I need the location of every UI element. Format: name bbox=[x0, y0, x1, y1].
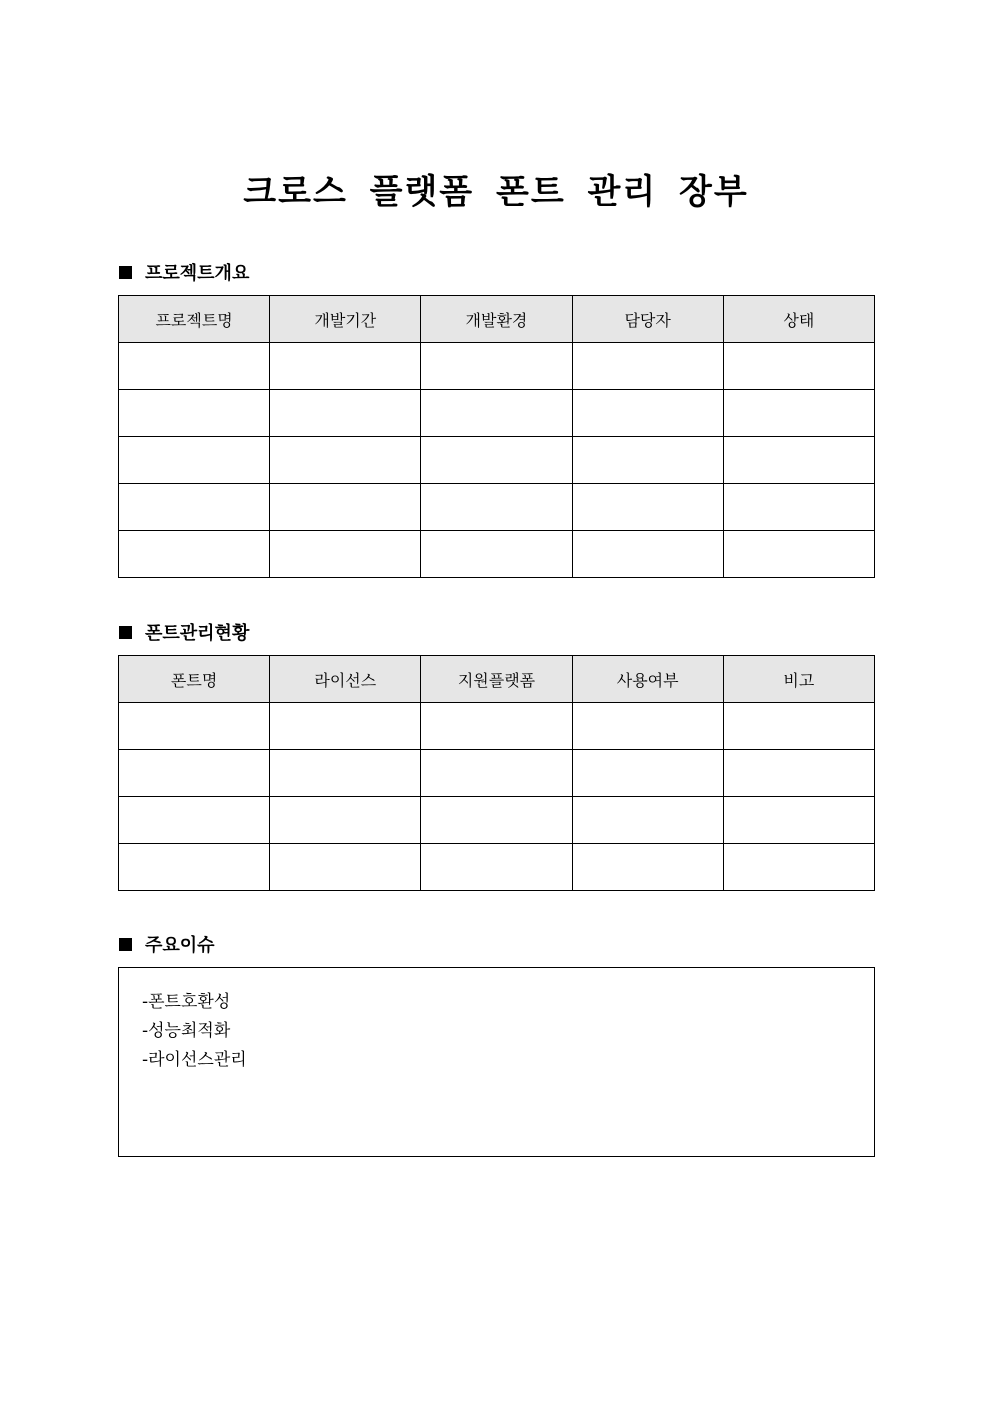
table-cell[interactable] bbox=[421, 797, 572, 844]
table-row bbox=[119, 531, 875, 578]
table-cell[interactable] bbox=[119, 531, 270, 578]
column-header-supported-platform: 지원플랫폼 bbox=[421, 656, 572, 703]
table-cell[interactable] bbox=[270, 437, 421, 484]
table-cell[interactable] bbox=[270, 703, 421, 750]
column-header-license: 라이선스 bbox=[270, 656, 421, 703]
table-row bbox=[119, 437, 875, 484]
table-cell[interactable] bbox=[723, 531, 874, 578]
column-header-project-name: 프로젝트명 bbox=[119, 296, 270, 343]
table-cell[interactable] bbox=[119, 750, 270, 797]
table-cell[interactable] bbox=[572, 844, 723, 891]
table-cell[interactable] bbox=[119, 437, 270, 484]
table-cell[interactable] bbox=[421, 484, 572, 531]
table-row bbox=[119, 343, 875, 390]
project-overview-table bbox=[118, 295, 875, 578]
table-row bbox=[119, 484, 875, 531]
table-header-row bbox=[119, 296, 875, 343]
list-item: -라이선스관리 bbox=[142, 1050, 247, 1070]
table-cell[interactable] bbox=[270, 531, 421, 578]
table-cell[interactable] bbox=[572, 484, 723, 531]
table-cell[interactable] bbox=[421, 437, 572, 484]
table-cell[interactable] bbox=[270, 750, 421, 797]
table-cell[interactable] bbox=[572, 390, 723, 437]
table-cell[interactable] bbox=[572, 750, 723, 797]
list-item: -폰트호환성 bbox=[142, 992, 231, 1012]
table-cell[interactable] bbox=[723, 797, 874, 844]
section-heading-label: 폰트관리현황 bbox=[145, 623, 250, 644]
table-cell[interactable] bbox=[723, 844, 874, 891]
table-cell[interactable] bbox=[119, 844, 270, 891]
table-cell[interactable] bbox=[723, 703, 874, 750]
column-header-font-name: 폰트명 bbox=[119, 656, 270, 703]
table-row bbox=[119, 703, 875, 750]
column-header-remarks: 비고 bbox=[723, 656, 874, 703]
section-heading-project-overview bbox=[119, 259, 249, 285]
table-cell[interactable] bbox=[119, 343, 270, 390]
table-row bbox=[119, 750, 875, 797]
list-item: -성능최적화 bbox=[142, 1021, 231, 1041]
table-cell[interactable] bbox=[723, 437, 874, 484]
table-header-row bbox=[119, 656, 875, 703]
table-cell[interactable] bbox=[421, 531, 572, 578]
table-cell[interactable] bbox=[572, 797, 723, 844]
section-heading-key-issues bbox=[119, 931, 215, 957]
key-issues-box[interactable] bbox=[118, 967, 875, 1157]
table-cell[interactable] bbox=[119, 390, 270, 437]
column-header-dev-period: 개발기간 bbox=[270, 296, 421, 343]
table-cell[interactable] bbox=[270, 844, 421, 891]
font-status-table bbox=[118, 655, 875, 891]
table-cell[interactable] bbox=[270, 343, 421, 390]
section-heading-label: 프로젝트개요 bbox=[145, 263, 250, 284]
table-cell[interactable] bbox=[270, 797, 421, 844]
table-cell[interactable] bbox=[723, 750, 874, 797]
table-cell[interactable] bbox=[119, 703, 270, 750]
table-row bbox=[119, 390, 875, 437]
table-cell[interactable] bbox=[119, 484, 270, 531]
square-bullet-icon bbox=[119, 938, 132, 951]
section-heading-label: 주요이슈 bbox=[145, 935, 215, 956]
document-title: 크로스 플랫폼 폰트 관리 장부 bbox=[243, 172, 749, 212]
table-cell[interactable] bbox=[723, 343, 874, 390]
key-issues-list bbox=[119, 968, 874, 1075]
column-header-status: 상태 bbox=[723, 296, 874, 343]
table-cell[interactable] bbox=[572, 703, 723, 750]
table-cell[interactable] bbox=[270, 484, 421, 531]
table-cell[interactable] bbox=[572, 343, 723, 390]
square-bullet-icon bbox=[119, 626, 132, 639]
table-cell[interactable] bbox=[572, 437, 723, 484]
table-row bbox=[119, 844, 875, 891]
table-cell[interactable] bbox=[119, 797, 270, 844]
table-cell[interactable] bbox=[723, 390, 874, 437]
table-row bbox=[119, 797, 875, 844]
column-header-manager: 담당자 bbox=[572, 296, 723, 343]
table-cell[interactable] bbox=[421, 390, 572, 437]
table-cell[interactable] bbox=[421, 844, 572, 891]
table-cell[interactable] bbox=[421, 750, 572, 797]
table-cell[interactable] bbox=[421, 343, 572, 390]
square-bullet-icon bbox=[119, 266, 132, 279]
table-cell[interactable] bbox=[572, 531, 723, 578]
section-heading-font-status bbox=[119, 619, 249, 645]
column-header-dev-environment: 개발환경 bbox=[421, 296, 572, 343]
table-cell[interactable] bbox=[723, 484, 874, 531]
table-cell[interactable] bbox=[421, 703, 572, 750]
table-cell[interactable] bbox=[270, 390, 421, 437]
column-header-in-use: 사용여부 bbox=[572, 656, 723, 703]
